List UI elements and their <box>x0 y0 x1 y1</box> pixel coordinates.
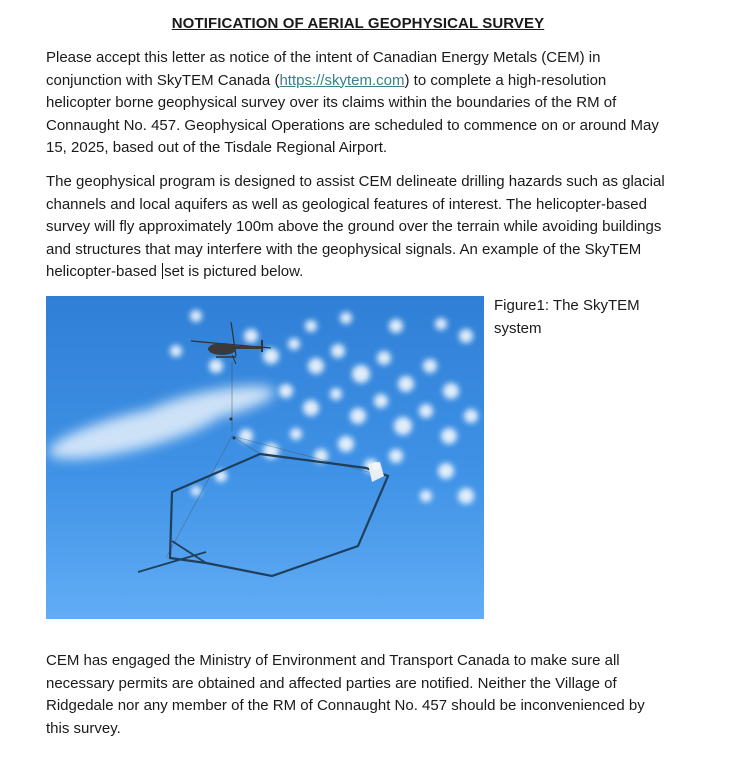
figure-caption: Figure1: The SkyTEM system <box>494 297 640 337</box>
program-text-start: The geophysical program is designed to assist CEM delineate drilling hazards such as glacial channels and local aquifers as well as geological features of interest. The helicopter-based survey will fly approximately 100m above the ground over the terrain while avoiding buildings and structures that may interfere with the geophysical signals. An example of the SkyTEM helicopter-based <box>46 173 665 280</box>
program-text-end: set is pictured below. <box>164 263 304 280</box>
paragraph-intro <box>46 47 668 160</box>
document-title: NOTIFICATION OF AERIAL GEOPHYSICAL SURVEY <box>171 15 545 32</box>
paragraph-permits: CEM has engaged the Ministry of Environment and Transport Canada to make sure all necessary permits are obtained and affected parties are notified. Neither the Village of Ridgedale nor any member of the RM of Connaught No. 457 should be inconvenienced by this survey. <box>46 652 645 737</box>
paragraph-program <box>46 171 668 284</box>
skytem-link[interactable]: https://skytem.com <box>279 71 405 89</box>
skytem-system-photo <box>46 296 484 619</box>
intro-text-start: Please accept this letter as notice of the intent of Canadian Energy Metals (CEM) in conjunction with SkyTEM Canada ( <box>46 49 601 89</box>
text-cursor <box>162 263 163 279</box>
intro-text-end: ) to complete a high-resolution helicopter borne geophysical survey over its claims within the boundaries of the RM of Connaught No. 457. Geophysical Operations are scheduled to commence on or around May 15, 2025, based out of the Tisdale Regional Airport. <box>46 71 659 156</box>
